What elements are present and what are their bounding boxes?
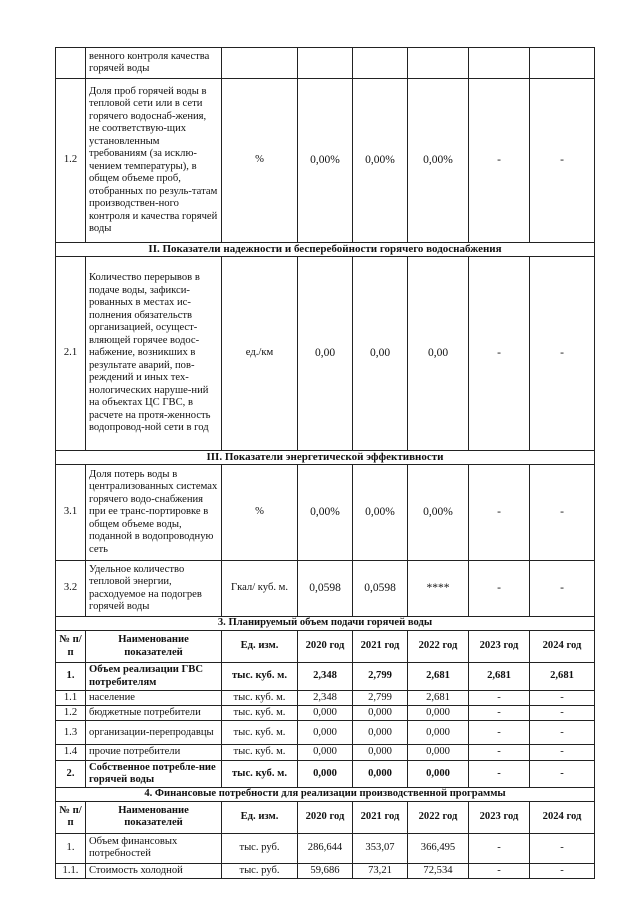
row-value-2024: -	[530, 706, 595, 721]
row-value-2023: -	[469, 465, 530, 561]
header-unit: Ед. изм.	[222, 801, 298, 833]
row-value-2022: 366,495	[408, 833, 469, 863]
indicator-row	[56, 48, 595, 79]
row-value-2024: -	[530, 863, 595, 878]
row-value-2024: -	[530, 465, 595, 561]
table-header-row	[56, 801, 595, 833]
row-value-2021: 0,000	[353, 721, 408, 745]
row-unit: тыс. куб. м.	[222, 706, 298, 721]
row-value-2022: 2,681	[408, 691, 469, 706]
row-value-2024: -	[530, 833, 595, 863]
row-value-2020: 2,348	[298, 691, 353, 706]
row-value-2023: -	[469, 561, 530, 617]
row-value-2020: 0,000	[298, 706, 353, 721]
row-name: Доля проб горячей воды в тепловой сети или в сети горячего водоснаб-жения, не соответствую-щих установленным требованиям (за исклю-чением температуры), в общем объеме проб, отобранных по резуль-татам производствен-ного контроля и качества горячей воды	[86, 79, 222, 243]
row-value-2023: 2,681	[469, 663, 530, 691]
row-value-2023: -	[469, 760, 530, 787]
row-unit	[222, 48, 298, 79]
header-no: № п/п	[56, 801, 86, 833]
section-heading	[56, 617, 595, 631]
table-row	[56, 663, 595, 691]
row-value-2021	[353, 48, 408, 79]
row-value-2020: 286,644	[298, 833, 353, 863]
indicator-row	[56, 465, 595, 561]
header-name: Наименование показателей	[86, 631, 222, 663]
header-2022: 2022 год	[408, 801, 469, 833]
header-2023: 2023 год	[469, 631, 530, 663]
row-number: 1.3	[56, 721, 86, 745]
row-value-2024: -	[530, 721, 595, 745]
row-value-2022: 0,000	[408, 745, 469, 760]
row-unit: тыс. куб. м.	[222, 745, 298, 760]
row-value-2020: 0,00	[298, 257, 353, 451]
row-number: 1.2	[56, 79, 86, 243]
indicators-table	[55, 47, 595, 617]
row-unit: тыс. руб.	[222, 863, 298, 878]
row-value-2020: 0,000	[298, 760, 353, 787]
row-name: венного контроля качества горячей воды	[86, 48, 222, 79]
row-unit: тыс. куб. м.	[222, 691, 298, 706]
header-2021: 2021 год	[353, 631, 408, 663]
planned-volume-table	[55, 616, 595, 788]
row-unit: тыс. руб.	[222, 833, 298, 863]
row-number: 2.	[56, 760, 86, 787]
row-name: Объем реализации ГВС потребителям	[86, 663, 222, 691]
row-value-2020: 0,0598	[298, 561, 353, 617]
plan-title: 3. Планируемый объем подачи горячей воды	[56, 617, 595, 631]
row-value-2023	[469, 48, 530, 79]
header-2024: 2024 год	[530, 631, 595, 663]
row-value-2024: -	[530, 760, 595, 787]
row-value-2020: 0,000	[298, 745, 353, 760]
table-row	[56, 863, 595, 878]
row-value-2024: -	[530, 561, 595, 617]
fin-title: 4. Финансовые потребности для реализации производственной программы	[56, 787, 595, 801]
row-value-2022: 0,00%	[408, 465, 469, 561]
section-3-title: III. Показатели энергетической эффективности	[56, 451, 595, 465]
row-name: Стоимость холодной	[86, 863, 222, 878]
indicator-row	[56, 79, 595, 243]
row-value-2021: 0,00	[353, 257, 408, 451]
section-2-title: II. Показатели надежности и бесперебойности горячего водоснабжения	[56, 243, 595, 257]
row-number: 1.1	[56, 691, 86, 706]
financial-needs-table	[55, 787, 595, 879]
row-unit: ед./км	[222, 257, 298, 451]
row-value-2023: -	[469, 706, 530, 721]
row-name: организации-перепродавцы	[86, 721, 222, 745]
row-value-2022: 0,00	[408, 257, 469, 451]
header-2021: 2021 год	[353, 801, 408, 833]
row-value-2024	[530, 48, 595, 79]
row-value-2022: ****	[408, 561, 469, 617]
row-value-2020: 0,00%	[298, 465, 353, 561]
header-2024: 2024 год	[530, 801, 595, 833]
header-2023: 2023 год	[469, 801, 530, 833]
row-value-2021: 0,0598	[353, 561, 408, 617]
table-row	[56, 760, 595, 787]
row-value-2024: -	[530, 691, 595, 706]
header-no: № п/п	[56, 631, 86, 663]
row-value-2023: -	[469, 721, 530, 745]
indicator-row	[56, 257, 595, 451]
table-header-row	[56, 631, 595, 663]
row-value-2021: 73,21	[353, 863, 408, 878]
row-value-2023: -	[469, 691, 530, 706]
row-value-2020: 59,686	[298, 863, 353, 878]
header-name: Наименование показателей	[86, 801, 222, 833]
row-number: 1.2	[56, 706, 86, 721]
row-number: 1.4	[56, 745, 86, 760]
row-value-2021: 0,00%	[353, 465, 408, 561]
table-row	[56, 706, 595, 721]
row-name: прочие потребители	[86, 745, 222, 760]
row-number: 2.1	[56, 257, 86, 451]
table-row	[56, 833, 595, 863]
row-number: 1.1.	[56, 863, 86, 878]
row-unit: Гкал/ куб. м.	[222, 561, 298, 617]
row-name: бюджетные потребители	[86, 706, 222, 721]
row-value-2020: 0,00%	[298, 79, 353, 243]
table-row	[56, 721, 595, 745]
row-value-2024: -	[530, 745, 595, 760]
row-number: 3.2	[56, 561, 86, 617]
row-name: Собственное потребле-ние горячей воды	[86, 760, 222, 787]
row-value-2024: -	[530, 257, 595, 451]
row-unit: %	[222, 79, 298, 243]
row-value-2021: 0,00%	[353, 79, 408, 243]
table-row	[56, 691, 595, 706]
row-unit: тыс. куб. м.	[222, 721, 298, 745]
row-value-2022: 0,00%	[408, 79, 469, 243]
section-heading	[56, 243, 595, 257]
header-2022: 2022 год	[408, 631, 469, 663]
row-value-2021: 2,799	[353, 691, 408, 706]
row-value-2021: 353,07	[353, 833, 408, 863]
row-value-2022: 0,000	[408, 721, 469, 745]
row-value-2021: 2,799	[353, 663, 408, 691]
row-value-2020: 2,348	[298, 663, 353, 691]
row-unit: %	[222, 465, 298, 561]
row-value-2022	[408, 48, 469, 79]
row-name: Удельное количество тепловой энергии, расходуемое на подогрев горячей воды	[86, 561, 222, 617]
row-value-2020	[298, 48, 353, 79]
row-value-2022: 2,681	[408, 663, 469, 691]
row-value-2023: -	[469, 745, 530, 760]
row-value-2021: 0,000	[353, 760, 408, 787]
row-name: Доля потерь воды в централизованных системах горячего водо-снабжения при ее транс-портировке в общем объеме воды, поданной в водопроводную сеть	[86, 465, 222, 561]
row-unit: тыс. куб. м.	[222, 663, 298, 691]
indicator-row	[56, 561, 595, 617]
row-value-2021: 0,000	[353, 745, 408, 760]
header-unit: Ед. изм.	[222, 631, 298, 663]
row-value-2022: 72,534	[408, 863, 469, 878]
section-heading	[56, 787, 595, 801]
row-value-2023: -	[469, 79, 530, 243]
row-value-2023: -	[469, 257, 530, 451]
table-row	[56, 745, 595, 760]
row-value-2022: 0,000	[408, 760, 469, 787]
row-number: 1.	[56, 833, 86, 863]
row-value-2020: 0,000	[298, 721, 353, 745]
row-number: 1.	[56, 663, 86, 691]
header-2020: 2020 год	[298, 631, 353, 663]
row-unit: тыс. куб. м.	[222, 760, 298, 787]
row-value-2021: 0,000	[353, 706, 408, 721]
row-value-2023: -	[469, 833, 530, 863]
row-name: Объем финансовых потребностей	[86, 833, 222, 863]
section-heading	[56, 451, 595, 465]
row-name: население	[86, 691, 222, 706]
row-value-2024: -	[530, 79, 595, 243]
row-value-2023: -	[469, 863, 530, 878]
header-2020: 2020 год	[298, 801, 353, 833]
row-number: 3.1	[56, 465, 86, 561]
row-name: Количество перерывов в подаче воды, зафикси-рованных в местах ис-полнения обязательств организацией, осущест-вляющей горячее водос-набжение, возникших в результате аварий, пов-реждений и иных тех-нологических наруше-ний на объектах ЦС ГВС, в расчете на протя-женность водопровод-ной сети в год	[86, 257, 222, 451]
row-number	[56, 48, 86, 79]
document-page	[55, 47, 594, 879]
row-value-2022: 0,000	[408, 706, 469, 721]
row-value-2024: 2,681	[530, 663, 595, 691]
